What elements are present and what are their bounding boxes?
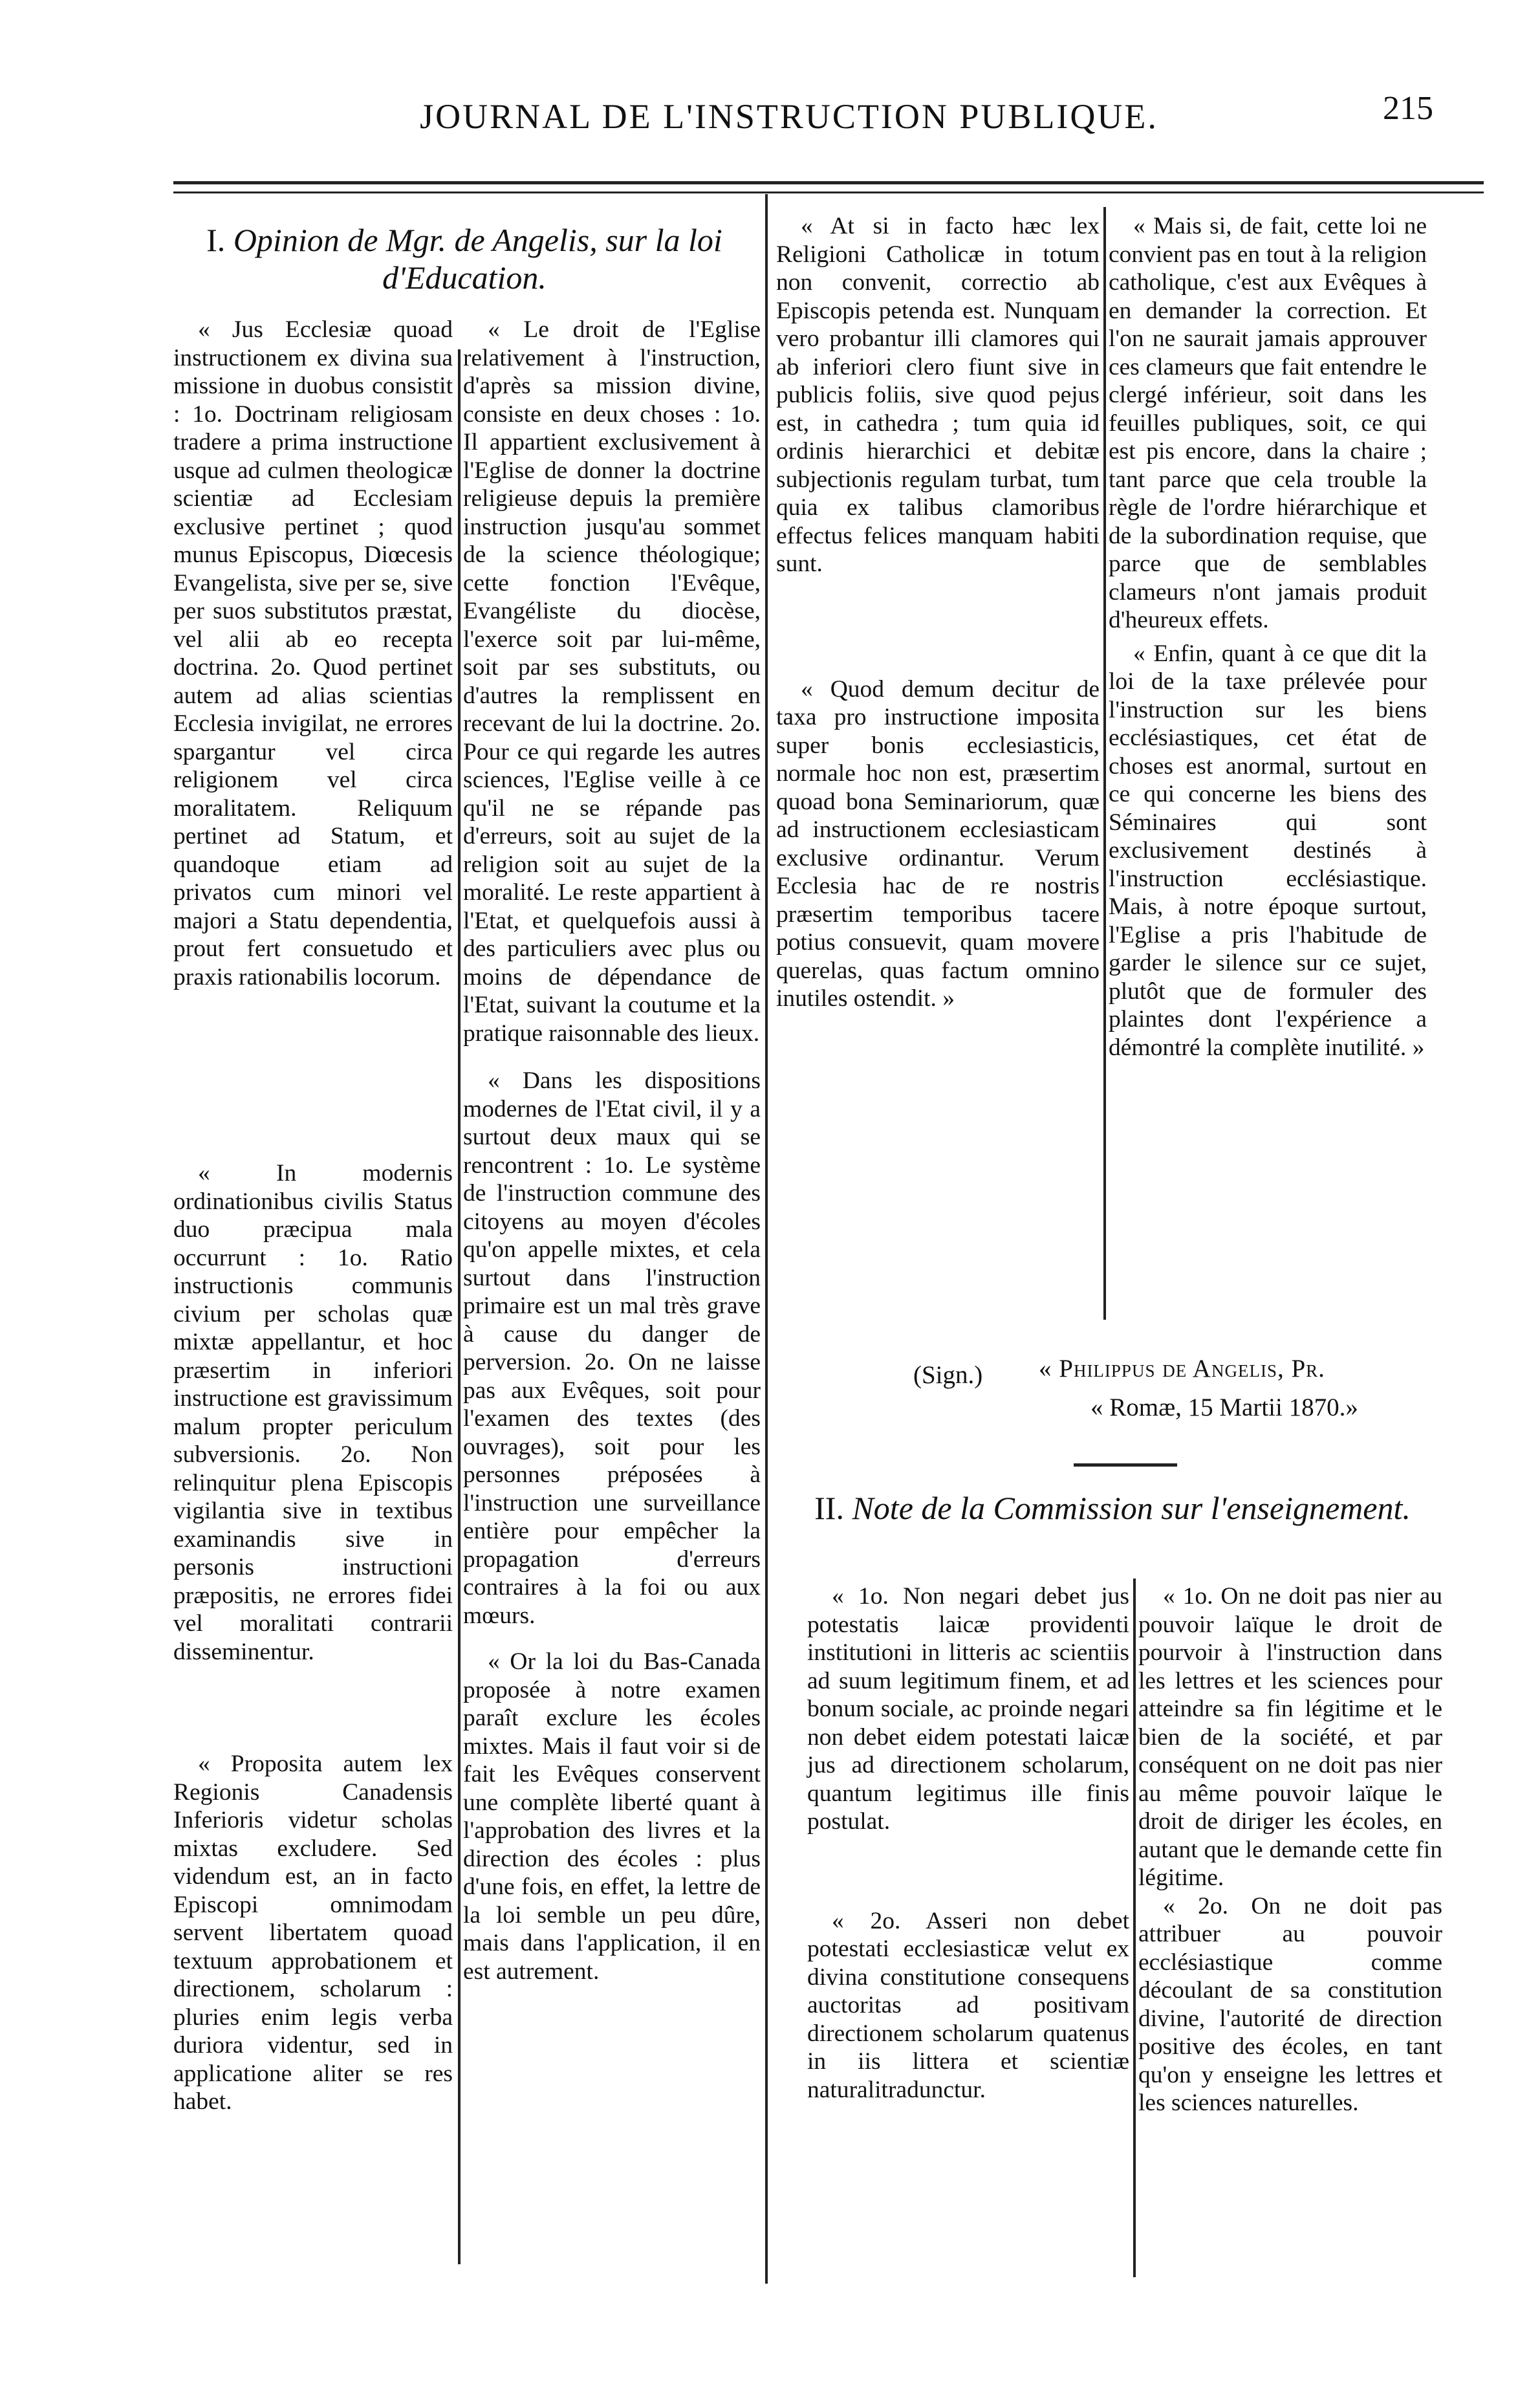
header-rule-bottom <box>173 191 1484 193</box>
paragraph: « In modernis ordinationibus civilis Status duo præcipua mala occurrunt : 1o. Ratio instructionis communis civium per scholas quæ mixtæ appellantur, et hoc præsertim in inferiori instructione est gravissimum malum propter periculum subversionis. 2o. Non relinquitur plena Episcopis vigilantia sive in textibus examinandis sive in personis instructioni præpositis, ne errores fidei vel moralitati contrarii disseminentur. <box>173 1160 453 1665</box>
paragraph: « 1o. Non negari debet jus potestatis laicæ providenti institutioni in litteris ac scientiis ad suum legitimum finem, et ad bonum sociale, ac proinde negari non debet eidem potestati laicæ jus ad directionem scholarum, quantum legitimus ille finis postulat. <box>807 1583 1129 1835</box>
header-rule-top <box>173 181 1484 184</box>
column-latin-3 <box>807 1582 1129 2104</box>
section-separator <box>1074 1463 1177 1467</box>
paragraph: « At si in facto hæc lex Religioni Catholicæ in totum non convenit, correctio ab Episcopis petenda est. Nunquam vero probantur illi clamores qui ab inferiori clero fiunt sive in publicis foliis, sive quod pejus est, in cathedra ; tum quia id ordinis hierarchici et debitæ subjectionis regulam turbat, tum quia ex talibus clamoribus effectus felices manquam habiti sunt. <box>776 213 1100 577</box>
column-rule-left <box>458 349 461 2264</box>
column-french-2 <box>1109 212 1427 1062</box>
column-latin-2 <box>776 212 1100 1013</box>
section-heading-2 <box>789 1488 1436 1528</box>
signature-place-date: « Romæ, 15 Martii 1870.» <box>1090 1393 1358 1421</box>
paragraph: « Quod demum decitur de taxa pro instructione imposita super bonis ecclesiasticis, normale hoc non est, præsertim quoad bona Seminariorum, quæ ad instructionem ecclesiasticam exclusive ordinantur. Verum Ecclesia hac de re nostris præsertim temporibus tacere potius consuevit, quam movere querelas, quas factum omnino inutiles ostendit. » <box>776 675 1100 1012</box>
section-title-1: Opinion de Mgr. de Angelis, sur la loi d'Education. <box>233 222 722 296</box>
page-number: 215 <box>1383 90 1433 127</box>
section-heading-1 <box>173 221 755 296</box>
column-rule-right-upper <box>1103 207 1106 1320</box>
paragraph: « 2o. Asseri non debet potestati ecclesiasticæ velut ex divina constitutione consequens auctoritas ad positivam directionem scholarum quatenus in iis littera et scientiæ naturalitradunctur. <box>807 1907 1129 2103</box>
paragraph: « Dans les dispositions modernes de l'Etat civil, il y a surtout deux maux qui se rencontrent : 1o. Le système de l'instruction commune des citoyens au moyen d'écoles qu'on appelle mixtes, et cela surtout dans l'instruction primaire est un mal très grave à cause du danger de perversion. 2o. On ne laisse pas aux Evêques, soit pour l'examen des textes (des ouvrages), soit pour les personnes préposées à l'instruction une surveillance entière pour empêcher la propagation d'erreurs contraires à la foi ou aux mœurs. <box>463 1067 761 1629</box>
column-french-1 <box>463 316 761 1985</box>
paragraph: « Enfin, quant à ce que dit la loi de la taxe prélevée pour l'instruction sur les biens ecclésiastiques, cet état de choses est anormal, surtout en ce qui concerne les biens des Séminaires qui sont exclusivement destinés à l'instruction ecclésiastique. Mais, à notre époque surtout, l'Eglise a pris l'habitude de garder le silence sur ce sujet, plutôt que de formuler des plaintes dont l'expérience a démontré la complète inutilité. » <box>1109 640 1427 1061</box>
signature-name: « Philippus de Angelis, Pr. <box>1039 1355 1325 1382</box>
center-column-rule <box>765 194 768 2284</box>
column-rule-right-lower <box>1133 1579 1136 2277</box>
paragraph: « 1o. On ne doit pas nier au pouvoir laïque le droit de pourvoir à l'instruction dans les lettres et les sciences pour atteindre sa fin légitime et le bien de la société, et par conséquent on ne doit pas nier au même pouvoir laïque le droit de diriger les écoles, en autant que le demande cette fin légitime. <box>1138 1583 1442 1891</box>
paragraph: « Proposita autem lex Regionis Canadensis Inferioris videtur scholas mixtas excludere. Sed videndum est, an in facto Episcopi omnimodam servent libertatem quoad textuum approbationem et directionem, scholarum : pluries enim legis verba duriora videntur, sed in applicatione aliter se res habet. <box>173 1751 453 2115</box>
section-number-1: I. <box>206 222 226 258</box>
column-french-3 <box>1138 1582 1442 2117</box>
paragraph: « Le droit de l'Eglise relativement à l'instruction, d'après sa mission divine, consiste en deux choses : 1o. Il appartient exclusivement à l'Eglise de donner la doctrine religieuse depuis la première instruction jusqu'au sommet de la science théologique; cette fonction l'Evêque, Evangéliste du diocèse, l'exerce soit par lui-même, soit par ses substituts, ou d'autres la remplissent en recevant de lui la doctrine. 2o. Pour ce qui regarde les autres sciences, l'Eglise veille à ce qu'il ne se répande pas d'erreurs, soit au sujet de la religion soit au sujet de la moralité. Le reste appartient à l'Etat, et quelquefois aussi à des particuliers avec plus ou moins de dépendance de l'Etat, suivant la coutume et la pratique raisonnable des lieux. <box>463 316 761 1047</box>
running-title: JOURNAL DE L'INSTRUCTION PUBLIQUE. <box>420 97 1158 136</box>
paragraph: « Mais si, de fait, cette loi ne convient pas en tout à la religion catholique, c'est aux Evêques à en demander la correction. Et l'on ne saurait jamais approuver ces clameurs que fait entendre le clergé inférieur, soit dans les feuilles publiques, soit, ce qui est pis encore, dans la chaire ; tant parce que cela trouble la règle de l'ordre hiérarchique et de la subordination requise, que parce que de semblables clameurs n'ont jamais produit d'heureux effets. <box>1109 213 1427 633</box>
paragraph: « Or la loi du Bas-Canada proposée à notre examen paraît exclure les écoles mixtes. Mais il faut voir si de fait les Evêques conservent une complète liberté quant à l'approbation des livres et la direction des écoles : plus d'une fois, en effet, la lettre de la loi semble un peu dûre, mais dans l'application, il en est autrement. <box>463 1648 761 1985</box>
section-title-2: Note de la Commission sur l'enseignement. <box>852 1490 1411 1526</box>
paragraph: « 2o. On ne doit pas attribuer au pouvoir ecclésiastique comme découlant de sa constitution divine, l'autorité de direction positive des écoles, en tant qu'on y enseigne les lettres et les sciences naturelles. <box>1138 1892 1442 2116</box>
section-number-2: II. <box>814 1490 844 1526</box>
column-latin-1 <box>173 316 453 2116</box>
signature-label: (Sign.) <box>913 1361 983 1389</box>
paragraph: « Jus Ecclesiæ quoad instructionem ex divina sua missione in duobus consistit : 1o. Doctrinam religiosam tradere a prima instructione usque ad culmen theologicæ scientiæ ad Ecclesiam exclusive pertinet ; quod munus Episcopus, Diœcesis Evangelista, sive per se, sive per suos substitutos præstat, vel alii ab eo recepta doctrina. 2o. Quod pertinet autem ad alias scientias Ecclesia invigilat, ne errores spargantur vel circa religionem vel circa moralitatem. Reliquum pertinet ad Statum, et quandoque etiam ad privatos cum minori vel majori a Statu dependentia, prout fert consuetudo et praxis rationabilis locorum. <box>173 316 453 990</box>
